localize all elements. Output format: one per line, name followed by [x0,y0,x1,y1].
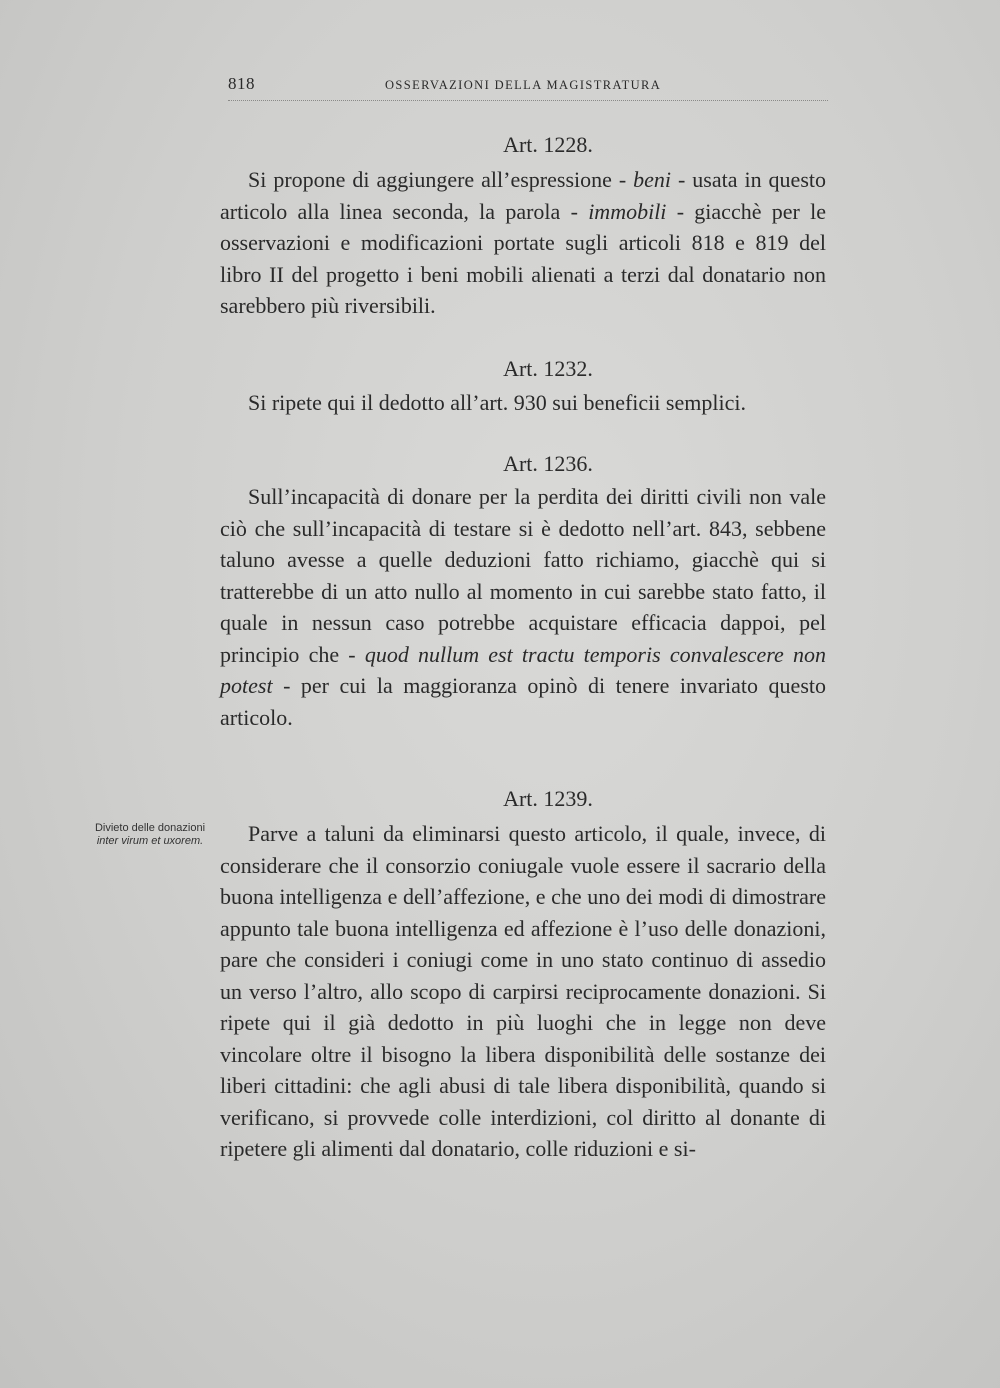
paragraph-text: Si propone di aggiungere all’espressione - [248,167,634,192]
article-heading-text: Art. 1236. [503,451,593,476]
paragraph-text: Parve a taluni da eliminarsi questo articolo, il quale, invece, di considerare che il consorzio coniugale vuole essere il sacrario della buona intelligenza e dell’affezione, e che uno dei modi di dimostrare appunto tale buona intelligenza ed affezione è l’uso delle donazioni, pare che consideri i coniugi come in uno stato continuo di assedio un verso l’altro, allo scopo di carpirsi reciprocamente donazioni. Si ripete qui il già dedotto in più luoghi che in legge non deve vincolare oltre il bisogno la libera disponibilità delle sostanze dei liberi cittadini: che agli abusi di tale libera disponibilità, quando si verificano, si provvede colle interdizioni, col diritto al donante di ripetere gli alimenti dal donatario, colle riduzioni e si- [220,821,826,1161]
margin-note [92,822,208,848]
page-number: 818 [228,74,255,93]
article-heading [220,130,826,160]
article-heading [220,784,826,814]
article-heading [220,354,826,384]
article-paragraph [220,481,826,733]
paragraph-text: - per cui la maggioranza opinò di tenere invariato questo articolo. [220,673,826,730]
article-heading-text: Art. 1228. [503,132,593,157]
paragraph-text: Sull’incapacità di donare per la perdita dei diritti civili non vale ciò che sull’incapacità di testare si è dedotto nell’art. 843, sebbene taluno avesse a quelle deduzioni fatto richiamo, giacchè qui si tratterebbe di un atto nullo al momento in cui sarebbe stato fatto, il quale in nessun caso potrebbe acquistare efficacia dappoi, pel principio che - [220,484,826,667]
page-header [228,74,828,101]
article-heading [220,449,826,479]
article-paragraph [220,164,826,322]
margin-note-text: Divieto delle donazioni [94,822,206,834]
latin-maxim: quod nullum est tractu temporis convalescere non potest [220,641,826,698]
article-paragraph [220,387,826,419]
paragraph-text: - giacchè per le osservazioni e modificazioni portate sugli articoli 818 e 819 del libro II del progetto i beni mobili alienati a terzi dal donatario non sarebbero più riversibili. [220,198,827,318]
article-heading-text: Art. 1239. [503,786,593,811]
article-paragraph [220,818,826,1165]
margin-note-latin: inter virum et uxorem. [96,835,204,847]
italic-term: immobili [588,198,667,224]
running-head: OSSERVAZIONI DELLA MAGISTRATURA [385,78,662,92]
paragraph-text: - usata in questo articolo alla linea seconda, la parola - [220,167,826,224]
italic-term: beni [633,167,672,192]
paragraph-text: Si ripete qui il dedotto all’art. 930 sui beneficii semplici. [248,390,746,415]
article-heading-text: Art. 1232. [503,356,593,381]
